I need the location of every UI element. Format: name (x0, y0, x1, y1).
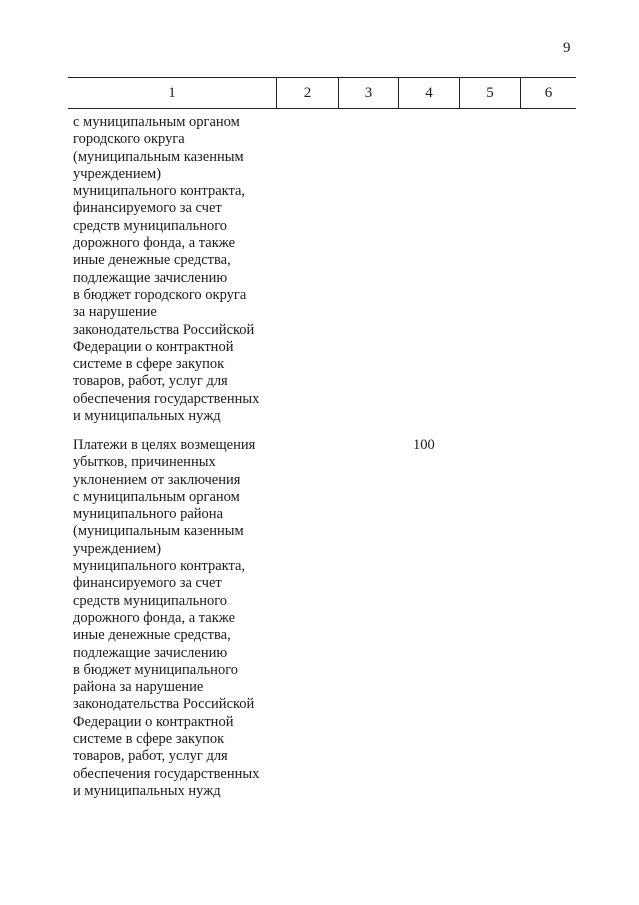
text-line: учреждением) (73, 165, 162, 182)
text-line: в бюджет городского округа (73, 286, 247, 303)
text-line: системе в сфере закупок (73, 356, 225, 373)
text-line: законодательства Российской (73, 321, 255, 338)
text-line: (муниципальным казенным (73, 523, 244, 540)
text-line: средств муниципального (73, 592, 228, 609)
text-line: за нарушение (73, 304, 157, 321)
text-line: товаров, работ, услуг для (73, 748, 228, 765)
text-line: подлежащие зачислению (73, 269, 228, 286)
text-line: Федерации о контрактной (73, 338, 234, 355)
column-header-4: 4 (398, 78, 459, 108)
text-line: и муниципальных нужд (73, 408, 221, 425)
text-line: дорожного фонда, а также (73, 609, 236, 626)
table-header (68, 77, 576, 109)
text-line: муниципального района (73, 506, 223, 523)
text-line: Платежи в целях возмещения (73, 437, 256, 453)
column-header-2: 2 (276, 78, 338, 108)
column-header-6: 6 (520, 78, 576, 108)
text-line: муниципального контракта, (73, 183, 246, 200)
text-line: городского округа (73, 131, 185, 148)
text-line: финансируемого за счет (73, 200, 222, 217)
text-line: подлежащие зачислению (73, 644, 228, 661)
text-line: уклонением от заключения (73, 471, 241, 488)
text-line: иные денежные средства, (73, 252, 231, 269)
text-line: с муниципальным органом (73, 488, 240, 505)
column-header-3: 3 (338, 78, 398, 108)
page-number: 9 (563, 40, 571, 56)
text-line: в бюджет муниципального (73, 661, 239, 678)
text-line: законодательства Российской (73, 696, 255, 713)
row-1-description (73, 114, 276, 425)
text-line: иные денежные средства, (73, 627, 231, 644)
row-2-column-4-value: 100 (413, 437, 435, 453)
row-2-description (73, 437, 276, 800)
text-line: учреждением) (73, 540, 162, 557)
text-line: (муниципальным казенным (73, 148, 244, 165)
text-line: системе в сфере закупок (73, 731, 225, 748)
text-line: убытков, причиненных (73, 454, 216, 471)
text-line: финансируемого за счет (73, 575, 222, 592)
text-line: обеспечения государственных (73, 390, 260, 407)
text-line: средств муниципального (73, 217, 228, 234)
column-header-1: 1 (168, 85, 176, 101)
text-line: дорожного фонда, а также (73, 235, 236, 252)
text-line: с муниципальным органом (73, 114, 240, 130)
column-header-5: 5 (459, 78, 520, 108)
text-line: товаров, работ, услуг для (73, 373, 228, 390)
text-line: и муниципальных нужд (73, 782, 221, 799)
text-line: района за нарушение (73, 679, 204, 696)
text-line: обеспечения государственных (73, 765, 260, 782)
text-line: Федерации о контрактной (73, 713, 234, 730)
text-line: муниципального контракта, (73, 558, 246, 575)
